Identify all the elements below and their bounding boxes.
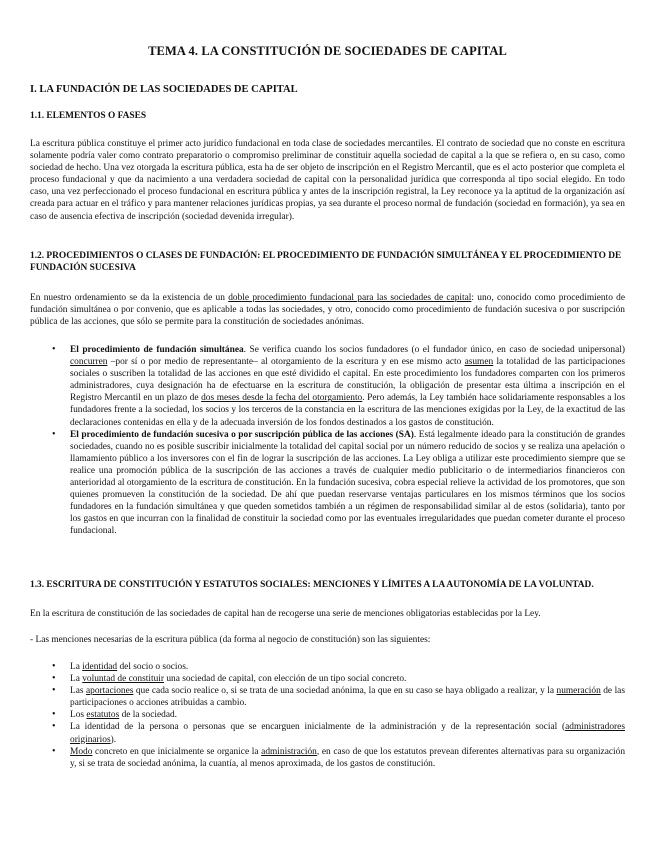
- subsection-heading-1-2: 1.2. PROCEDIMIENTOS O CLASES DE FUNDACIÓN: EL PROCEDIMIENTO DE FUNDACIÓN SIMULTÁNEA Y EL PROCEDIMIENTO DE FUNDACIÓN SUCESIVA: [30, 251, 622, 273]
- list-item: [30, 746, 625, 770]
- subsection-heading-1-1: 1.1. ELEMENTOS O FASES: [30, 111, 147, 121]
- item-text: La: [70, 662, 83, 672]
- paragraph-elementos-fases: La escritura pública constituye el primer acto jurídico fundacional en toda clase de sociedades mercantiles. El contrato de sociedad que no conste en escritura solamente podría valer como contrato preparatorio o compromiso preliminar de constituir aquella sociedad de capital a la que se refiera o, en su caso, como sociedad de hecho. Una vez otorgada la escritura pública, esta ha de ser objeto de inscripción en el Registro Mercantil, que es el acto posterior que completa el proceso fundacional y que da nacimiento a una verdadera sociedad de capital con la personalidad jurídica que corresponda al tipo social elegido. En todo caso, una vez perfeccionado el proceso fundacional en escritura pública y antes de la inscripción registral, la Ley reconoce ya la aptitud de la organización así creada para actuar en el tráfico y para mantener relaciones jurídicas propias, ya sea durante el proceso normal de fundación (sociedad en formación), ya sea en caso de ausencia efectiva de inscripción (sociedad devenida irregular).: [30, 139, 625, 222]
- intro-text-rest: : uno, conocido como procedimiento de fundación simultánea o por convenio, que es aplicable a todas las sociedades, y otro, conocido como procedimiento de fundación sucesiva o por suscripción pública de las acciones, que sólo se permite para la constitución de sociedades anónimas.: [30, 293, 626, 328]
- item-underlined: asumen: [464, 357, 494, 368]
- intro-underlined: doble procedimiento fundacional para las sociedades de capital: [228, 293, 472, 303]
- item-underlined: Modo: [70, 746, 93, 757]
- item-text: la totalidad de las participaciones sociales o suscriben la totalidad de las acciones en que esté dividido el capital. En este procedimiento los fundadores comparten con los primeros administradores, cuya designación ha de efectuarse en la escritura de constitución, la obligación de presentar esta última a inscripción en el Registro Mercantil en un plazo de: [70, 357, 625, 404]
- item-text: . Está legalmente ideado para la constitución de grandes sociedades, cuando no es posible suscribir inicialmente la totalidad del capital social por un número reducido de socios y se realiza una apelación o llamamiento público a los inversores con el fin de lograr la suscripción de las acciones. La Ley obliga a utilizar este procedimiento siempre que se realice una promoción pública de la suscripción de las acciones a través de cualquier medio publicitario o de intermediarios financieros con anterioridad al otorgamiento de la escritura de constitución. En la fundación sucesiva, cobra especial relieve la actividad de los promotores, que son quienes promueven la constitución de la sociedad. De ahí que puedan reservarse ventajas particulares en los mismos términos que los socios fundadores en la fundación simultánea y que queden sometidos también a un régimen de responsabilidad similar al de estos (solidaria), tanto por los gastos en que incurran con la finalidad de constituir la sociedad como por las eventuales irregularidades que puedan cometer durante el proceso fundacional.: [70, 429, 626, 537]
- menciones-list: [30, 661, 625, 770]
- item-underlined: dos meses desde la fecha del otorgamiento: [201, 393, 363, 404]
- list-item: [30, 685, 625, 709]
- item-text: La identidad de la persona o personas que se encarguen inicialmente de la administración y de la representación social (: [70, 722, 566, 733]
- item-text: –por sí o por medio de representante– al otorgamiento de la escritura y en ese mismo acto: [107, 357, 465, 368]
- item-text: . Pero además, la Ley también hace solidariamente responsables a los fundadores frente a la sociedad, los socios y los terceros de la constancia en la escritura de las menciones exigidas por la Ley, de la exactitud de las declaraciones contenidas en ella y de la adecuada inversión de los fondos destinados a los gastos de constitución.: [70, 393, 625, 428]
- paragraph-doble-procedimiento: [30, 292, 625, 328]
- item-text: La: [70, 674, 83, 685]
- item-underlined: administración: [261, 746, 317, 757]
- item-underlined: estatutos: [86, 710, 120, 721]
- section-heading-1: I. LA FUNDACIÓN DE LAS SOCIEDADES DE CAPITAL: [30, 84, 298, 95]
- heading-rest: : MENCIONES Y LÍMITES A LA AUTONOMÍA DE LA VOLUNTAD.: [307, 580, 594, 590]
- item-text: Las: [70, 686, 87, 697]
- list-item: [30, 709, 625, 721]
- item-text: Los: [70, 710, 87, 721]
- item-underlined: numeración: [556, 686, 601, 697]
- item-underlined: concurren: [70, 357, 108, 368]
- item-underlined: voluntad de constituir: [82, 674, 164, 685]
- fundacion-list: [30, 344, 625, 538]
- item-underlined: administradores originarios: [70, 722, 625, 745]
- item-text: una sociedad de capital, con elección de un tipo social concreto.: [164, 674, 407, 685]
- paragraph-menciones: En la escritura de constitución de las sociedades de capital han de recogerse una serie de menciones obligatorias establecidas por la Ley.: [30, 609, 541, 619]
- item-text: del socio o socios.: [117, 662, 189, 672]
- list-item-fundacion-sucesiva: [30, 429, 625, 538]
- paragraph-menciones-necesarias: - Las menciones necesarias de la escritura pública (da forma al negocio de constitución) son las siguientes:: [30, 635, 431, 645]
- list-item-fundacion-simultanea: [30, 344, 625, 429]
- item-text: ).: [110, 734, 117, 745]
- item-underlined: identidad: [82, 662, 118, 672]
- heading-bold-part: 1.3. ESCRITURA DE CONSTITUCIÓN Y ESTATUTOS SOCIALES: [30, 580, 308, 590]
- lead-text: El procedimiento de fundación sucesiva o por suscripción pública de las acciones (SA): [70, 429, 414, 440]
- item-text: concreto en que inicialmente se organice la: [92, 746, 262, 757]
- list-item: [30, 661, 625, 673]
- document-title: TEMA 4. LA CONSTITUCIÓN DE SOCIEDADES DE CAPITAL: [148, 44, 507, 58]
- item-text: de las participaciones o acciones atribuidas a cambio.: [70, 686, 625, 709]
- item-text: . Se verifica cuando los socios fundadores (o el fundador único, en caso de sociedad unipersonal): [243, 345, 625, 355]
- item-underlined: aportaciones: [86, 686, 134, 697]
- item-text: de la sociedad.: [119, 710, 178, 721]
- list-item: [30, 673, 625, 685]
- item-text: , en caso de que los estatutos prevean diferentes alternativas para su organización y, si se trata de sociedad anónima, la cuantía, al menos aproximada, de los gastos de constitución.: [70, 746, 626, 769]
- intro-text: En nuestro ordenamiento se da la existencia de un: [30, 293, 229, 303]
- subsection-heading-1-3: [30, 580, 625, 592]
- list-item: [30, 721, 625, 745]
- lead-text: El procedimiento de fundación simultánea: [70, 345, 244, 355]
- item-text: que cada socio realice o, si se trata de una sociedad anónima, la que en su caso se haya obligado a realizar, y la: [133, 686, 557, 697]
